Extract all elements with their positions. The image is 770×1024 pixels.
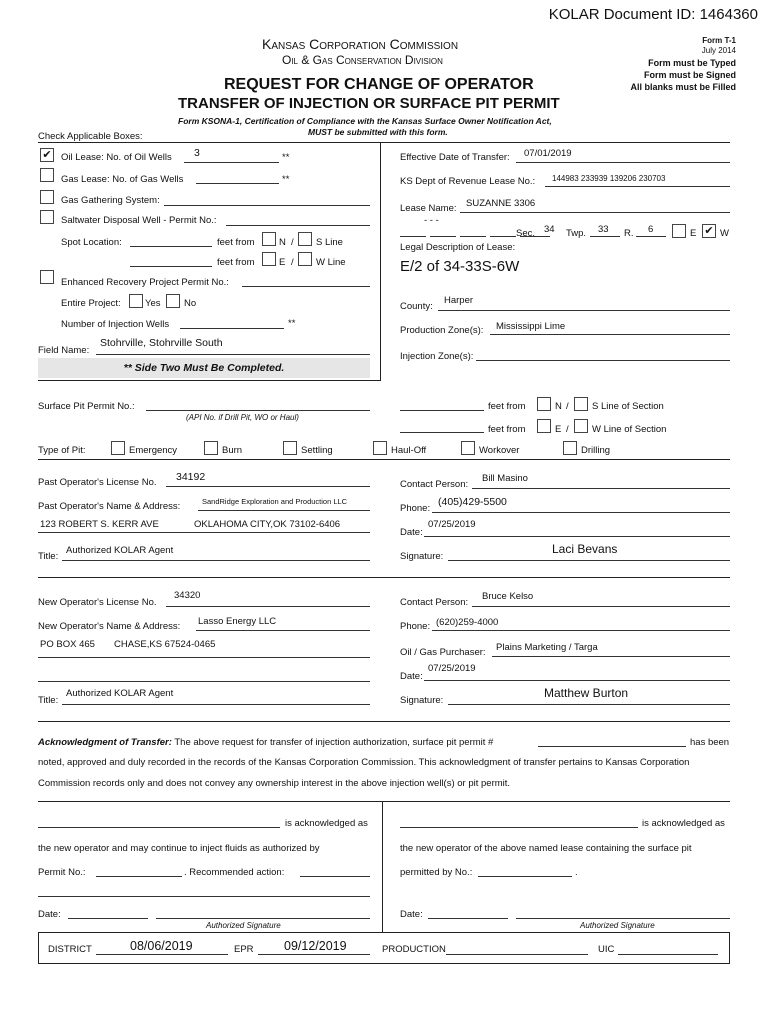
range-east-checkbox[interactable] — [672, 224, 686, 238]
pit-emergency-checkbox[interactable] — [111, 441, 125, 455]
legal-description-label: Legal Description of Lease: — [400, 242, 516, 253]
county-value: Harper — [444, 295, 474, 306]
ack-permit-field[interactable] — [538, 746, 686, 747]
legal-q2-field[interactable] — [430, 236, 456, 237]
new-phone-field[interactable] — [432, 630, 730, 631]
ack-left-recommended: . Recommended action: — [184, 867, 285, 878]
gas-lease-checkbox[interactable] — [40, 168, 54, 182]
past-contact-label: Contact Person: — [400, 479, 469, 490]
epr-value: 09/12/2019 — [284, 939, 347, 953]
range-east-label: E — [690, 228, 697, 239]
effective-date-value: 07/01/2019 — [524, 148, 572, 159]
side-two-notice: ** Side Two Must Be Completed. — [38, 358, 370, 378]
revenue-lease-label: KS Dept of Revenue Lease No.: — [400, 176, 536, 187]
gas-gathering-label: Gas Gathering System: — [61, 195, 160, 206]
column-divider-ack — [382, 801, 383, 933]
revenue-lease-field[interactable] — [545, 186, 730, 187]
new-name-label: New Operator's Name & Address: — [38, 621, 181, 632]
new-signature-value: Matthew Burton — [544, 686, 629, 700]
new-name-value: Lasso Energy LLC — [198, 616, 277, 627]
new-license-value: 34320 — [174, 590, 201, 601]
section-divider-top — [38, 142, 730, 143]
pit-west-checkbox[interactable] — [574, 419, 588, 433]
new-purchaser-label: Oil / Gas Purchaser: — [400, 647, 486, 658]
ack-left-action-line[interactable] — [38, 896, 370, 897]
ack-line1-text: The above request for transfer of injection authorization, surface pit permit # — [174, 737, 494, 748]
pit-south-checkbox[interactable] — [574, 397, 588, 411]
pit-east-label: E — [555, 424, 562, 435]
new-address-line2: CHASE,KS 67524-0465 — [114, 639, 216, 650]
epr-field[interactable] — [258, 954, 370, 955]
past-phone-value: (405)429-5500 — [438, 496, 507, 508]
ack-line-1 — [38, 737, 493, 748]
lease-name-field[interactable] — [460, 212, 730, 213]
injection-wells-stars: ** — [288, 318, 296, 329]
field-name-value: Stohrville, Stohrville South — [100, 337, 223, 349]
south-line-label: S Line — [316, 237, 343, 248]
county-label: County: — [400, 301, 433, 312]
new-address-field-1[interactable] — [38, 657, 370, 658]
past-date-value: 07/25/2019 — [428, 519, 476, 530]
kolar-document-id: KOLAR Document ID: 1464360 — [548, 6, 758, 23]
enhanced-recovery-label: Enhanced Recovery Project Permit No.: — [61, 277, 229, 288]
past-phone-label: Phone: — [400, 503, 431, 514]
past-address-line1: 123 ROBERT S. KERR AVE — [40, 519, 159, 530]
production-zone-value: Mississippi Lime — [496, 321, 566, 332]
ack-left-permit-field[interactable] — [96, 876, 182, 877]
entire-project-yes-checkbox[interactable] — [129, 294, 143, 308]
ack-right-is-ack: is acknowledged as — [642, 818, 725, 829]
past-name-field[interactable] — [198, 510, 370, 511]
form-title-1: REQUEST FOR CHANGE OF OPERATOR — [224, 76, 534, 93]
pit-hauloff-checkbox[interactable] — [373, 441, 387, 455]
ack-right-name-field[interactable] — [400, 827, 638, 828]
uic-field[interactable] — [618, 954, 718, 955]
new-date-label: Date: — [400, 671, 423, 682]
new-date-field[interactable] — [424, 680, 730, 681]
township-field[interactable] — [590, 236, 620, 237]
legal-description-value: E/2 of 34-33S-6W — [400, 258, 520, 275]
new-address-field-2[interactable] — [38, 681, 370, 682]
pit-drilling-checkbox[interactable] — [563, 441, 577, 455]
oil-wells-stars: ** — [282, 152, 290, 163]
entire-project-yes-label: Yes — [145, 298, 161, 309]
pit-north-label: N — [555, 401, 562, 412]
range-west-label: W — [720, 228, 729, 239]
spot-location-field-1[interactable] — [130, 246, 212, 247]
past-title-field[interactable] — [62, 560, 370, 561]
pit-north-checkbox[interactable] — [537, 397, 551, 411]
swd-checkbox[interactable] — [40, 210, 54, 224]
injection-zone-label: Injection Zone(s): — [400, 351, 474, 362]
note-filled: All blanks must be Filled — [630, 82, 736, 92]
new-contact-value: Bruce Kelso — [482, 591, 534, 602]
uic-label: UIC — [598, 944, 615, 955]
ack-left-date-field[interactable] — [68, 918, 148, 919]
ack-right-permitted-label: permitted by No.: — [400, 867, 473, 878]
section-divider-ack-split — [38, 801, 730, 802]
subtitle-2: MUST be submitted with this form. — [308, 127, 448, 137]
pit-settling-checkbox[interactable] — [283, 441, 297, 455]
section-divider-ack — [38, 721, 730, 722]
range-field[interactable] — [636, 236, 666, 237]
enhanced-recovery-field[interactable] — [242, 286, 370, 287]
lease-name-label: Lease Name: — [400, 203, 457, 214]
new-address-line1: PO BOX 465 — [40, 639, 95, 650]
past-date-field[interactable] — [424, 536, 730, 537]
ack-has-been: has been — [690, 737, 730, 748]
new-date-value: 07/25/2019 — [428, 663, 476, 674]
production-zone-field[interactable] — [490, 334, 730, 335]
past-title-value: Authorized KOLAR Agent — [66, 545, 174, 556]
legal-q4-field[interactable] — [490, 236, 516, 237]
form-number: Form T-1 — [702, 36, 736, 45]
gas-wells-field[interactable] — [196, 183, 279, 184]
ack-right-signature-field[interactable] — [516, 918, 730, 919]
api-note: (API No. if Drill Pit, WO or Haul) — [186, 413, 299, 422]
injection-wells-label: Number of Injection Wells — [61, 319, 170, 330]
form-date: July 2014 — [701, 46, 736, 55]
north-label: N — [279, 237, 286, 248]
ack-line-2: noted, approved and duly recorded in the records of the Kansas Corporation Commission. This acknowledgment of transfer pertains to Kansas Corporation — [38, 757, 690, 768]
township-value: 33 — [598, 224, 609, 235]
section-divider-new — [38, 577, 730, 578]
past-contact-value: Bill Masino — [482, 473, 528, 484]
production-zone-label: Production Zone(s): — [400, 325, 484, 336]
pit-emergency-label: Emergency — [129, 445, 178, 456]
section-divider-past — [38, 459, 730, 460]
ack-left-date-label: Date: — [38, 909, 61, 920]
ack-left-action-field[interactable] — [300, 876, 370, 877]
township-label: Twp. — [566, 228, 587, 239]
south-checkbox[interactable] — [298, 232, 312, 246]
ack-left-auth-sig: Authorized Signature — [206, 921, 281, 930]
new-license-field[interactable] — [166, 606, 370, 607]
east-checkbox[interactable] — [262, 252, 276, 266]
gas-lease-label: Gas Lease: No. of Gas Wells — [61, 174, 184, 185]
oil-lease-label: Oil Lease: No. of Oil Wells — [61, 152, 172, 163]
entire-project-label: Entire Project: — [61, 298, 121, 309]
west-line-label: W Line — [316, 257, 346, 268]
new-title-value: Authorized KOLAR Agent — [66, 688, 174, 699]
section-label: Sec. — [516, 228, 536, 239]
ack-right-date-label: Date: — [400, 909, 423, 920]
ack-left-signature-field[interactable] — [156, 918, 370, 919]
surface-pit-permit-field[interactable] — [146, 410, 370, 411]
production-label: PRODUCTION — [382, 944, 446, 955]
swd-permit-field[interactable] — [226, 225, 370, 226]
pit-burn-checkbox[interactable] — [204, 441, 218, 455]
field-name-field[interactable] — [96, 354, 370, 355]
swd-label: Saltwater Disposal Well - Permit No.: — [61, 215, 217, 226]
legal-q1-field[interactable] — [400, 236, 426, 237]
past-contact-field[interactable] — [472, 488, 730, 489]
gas-wells-stars: ** — [282, 174, 290, 185]
legal-q3-field[interactable] — [460, 236, 486, 237]
past-signature-label: Signature: — [400, 551, 444, 562]
org-division: Oil & Gas Conservation Division — [282, 53, 443, 67]
ack-left-is-ack: is acknowledged as — [285, 818, 368, 829]
pit-settling-label: Settling — [301, 445, 333, 456]
pit-feet-field-1[interactable] — [400, 410, 484, 411]
entire-project-no-checkbox[interactable] — [166, 294, 180, 308]
form-title-2: TRANSFER OF INJECTION OR SURFACE PIT PERMIT — [178, 95, 560, 112]
oil-lease-checkbox[interactable]: ✔ — [40, 148, 54, 162]
type-of-pit-label: Type of Pit: — [38, 445, 86, 456]
field-name-label: Field Name: — [38, 345, 90, 356]
spot-location-field-2[interactable] — [130, 266, 212, 267]
section-divider-left-bottom — [38, 380, 381, 381]
pit-south-label: S Line of Section — [592, 401, 664, 412]
epr-label: EPR — [234, 944, 254, 955]
ack-left-name-field[interactable] — [38, 827, 280, 828]
past-license-label: Past Operator's License No. — [38, 477, 157, 488]
org-name: Kansas Corporation Commission — [262, 36, 459, 52]
ack-line-3: Commission records only and does not convey any ownership interest in the above injection well(s) or pit permit. — [38, 778, 511, 789]
pit-workover-checkbox[interactable] — [461, 441, 475, 455]
past-license-value: 34192 — [176, 471, 206, 483]
range-label: R. — [624, 228, 634, 239]
effective-date-field[interactable] — [516, 162, 730, 163]
ack-right-date-field[interactable] — [428, 918, 508, 919]
injection-wells-field[interactable] — [180, 328, 284, 329]
new-license-label: New Operator's License No. — [38, 597, 157, 608]
oil-wells-field[interactable] — [184, 162, 279, 163]
pit-workover-label: Workover — [479, 445, 520, 456]
enhanced-recovery-checkbox[interactable] — [40, 270, 54, 284]
note-signed: Form must be Signed — [643, 70, 736, 80]
past-date-label: Date: — [400, 527, 423, 538]
new-phone-value: (620)259-4000 — [436, 617, 499, 628]
new-title-label: Title: — [38, 695, 59, 706]
new-name-field[interactable] — [196, 630, 370, 631]
district-value: 08/06/2019 — [130, 939, 193, 953]
feet-from-label-1: feet from — [217, 237, 255, 248]
past-phone-field[interactable] — [432, 512, 730, 513]
range-west-checkbox[interactable]: ✔ — [702, 224, 716, 238]
new-phone-label: Phone: — [400, 621, 431, 632]
column-divider-main — [380, 142, 381, 380]
gas-gathering-field[interactable] — [164, 205, 370, 206]
revenue-lease-value: 144983 233939 139206 230703 — [552, 174, 666, 183]
ack-right-permitted-field[interactable] — [478, 876, 572, 877]
pit-west-label: W Line of Section — [592, 424, 667, 435]
effective-date-label: Effective Date of Transfer: — [400, 152, 510, 163]
ack-right-text: the new operator of the above named lease containing the surface pit — [400, 843, 692, 854]
past-signature-value: Laci Bevans — [552, 542, 618, 556]
district-label: DISTRICT — [48, 944, 92, 955]
new-signature-field[interactable] — [448, 704, 730, 705]
ack-lead: Acknowledgment of Transfer: — [38, 737, 172, 748]
feet-from-label-2: feet from — [217, 257, 255, 268]
west-checkbox[interactable] — [298, 252, 312, 266]
county-field[interactable] — [438, 310, 730, 311]
past-address-line2: OKLAHOMA CITY,OK 73102-6406 — [194, 519, 341, 530]
pit-feet-from-1: feet from — [488, 401, 526, 412]
new-title-field[interactable] — [62, 704, 370, 705]
legal-dash-row: - - - — [424, 215, 439, 226]
range-value: 6 — [648, 224, 654, 235]
oil-wells-value: 3 — [194, 147, 200, 159]
ack-right-auth-sig: Authorized Signature — [580, 921, 655, 930]
check-boxes-label: Check Applicable Boxes: — [38, 131, 143, 142]
injection-zone-field[interactable] — [476, 360, 730, 361]
new-purchaser-field[interactable] — [492, 656, 730, 657]
north-checkbox[interactable] — [262, 232, 276, 246]
past-license-field[interactable] — [166, 486, 370, 487]
lease-name-value: SUZANNE 3306 — [466, 198, 536, 209]
past-name-label: Past Operator's Name & Address: — [38, 501, 181, 512]
spot-location-label: Spot Location: — [61, 237, 122, 248]
pit-east-checkbox[interactable] — [537, 419, 551, 433]
ack-left-text: the new operator and may continue to inject fluids as authorized by — [38, 843, 320, 854]
surface-pit-permit-label: Surface Pit Permit No.: — [38, 401, 135, 412]
past-signature-field[interactable] — [448, 560, 730, 561]
new-contact-field[interactable] — [472, 606, 730, 607]
new-signature-label: Signature: — [400, 695, 444, 706]
pit-drilling-label: Drilling — [581, 445, 611, 456]
east-label: E — [279, 257, 286, 268]
district-field[interactable] — [96, 954, 228, 955]
pit-hauloff-label: Haul-Off — [391, 445, 427, 456]
production-field[interactable] — [446, 954, 588, 955]
past-title-label: Title: — [38, 551, 59, 562]
pit-burn-label: Burn — [222, 445, 243, 456]
past-address-field[interactable] — [38, 532, 370, 533]
gas-gathering-checkbox[interactable] — [40, 190, 54, 204]
new-purchaser-value: Plains Marketing / Targa — [496, 642, 598, 653]
ack-right-period: . — [575, 867, 578, 878]
ack-left-permit-label: Permit No.: — [38, 867, 86, 878]
section-value: 34 — [544, 224, 555, 235]
past-name-value: SandRidge Exploration and Production LLC — [202, 497, 348, 506]
pit-feet-field-2[interactable] — [400, 432, 484, 433]
new-contact-label: Contact Person: — [400, 597, 469, 608]
note-typed: Form must be Typed — [648, 58, 736, 68]
pit-feet-from-2: feet from — [488, 424, 526, 435]
subtitle-1: Form KSONA-1, Certification of Compliance with the Kansas Surface Owner Notification Act, — [178, 116, 552, 126]
entire-project-no-label: No — [184, 298, 197, 309]
